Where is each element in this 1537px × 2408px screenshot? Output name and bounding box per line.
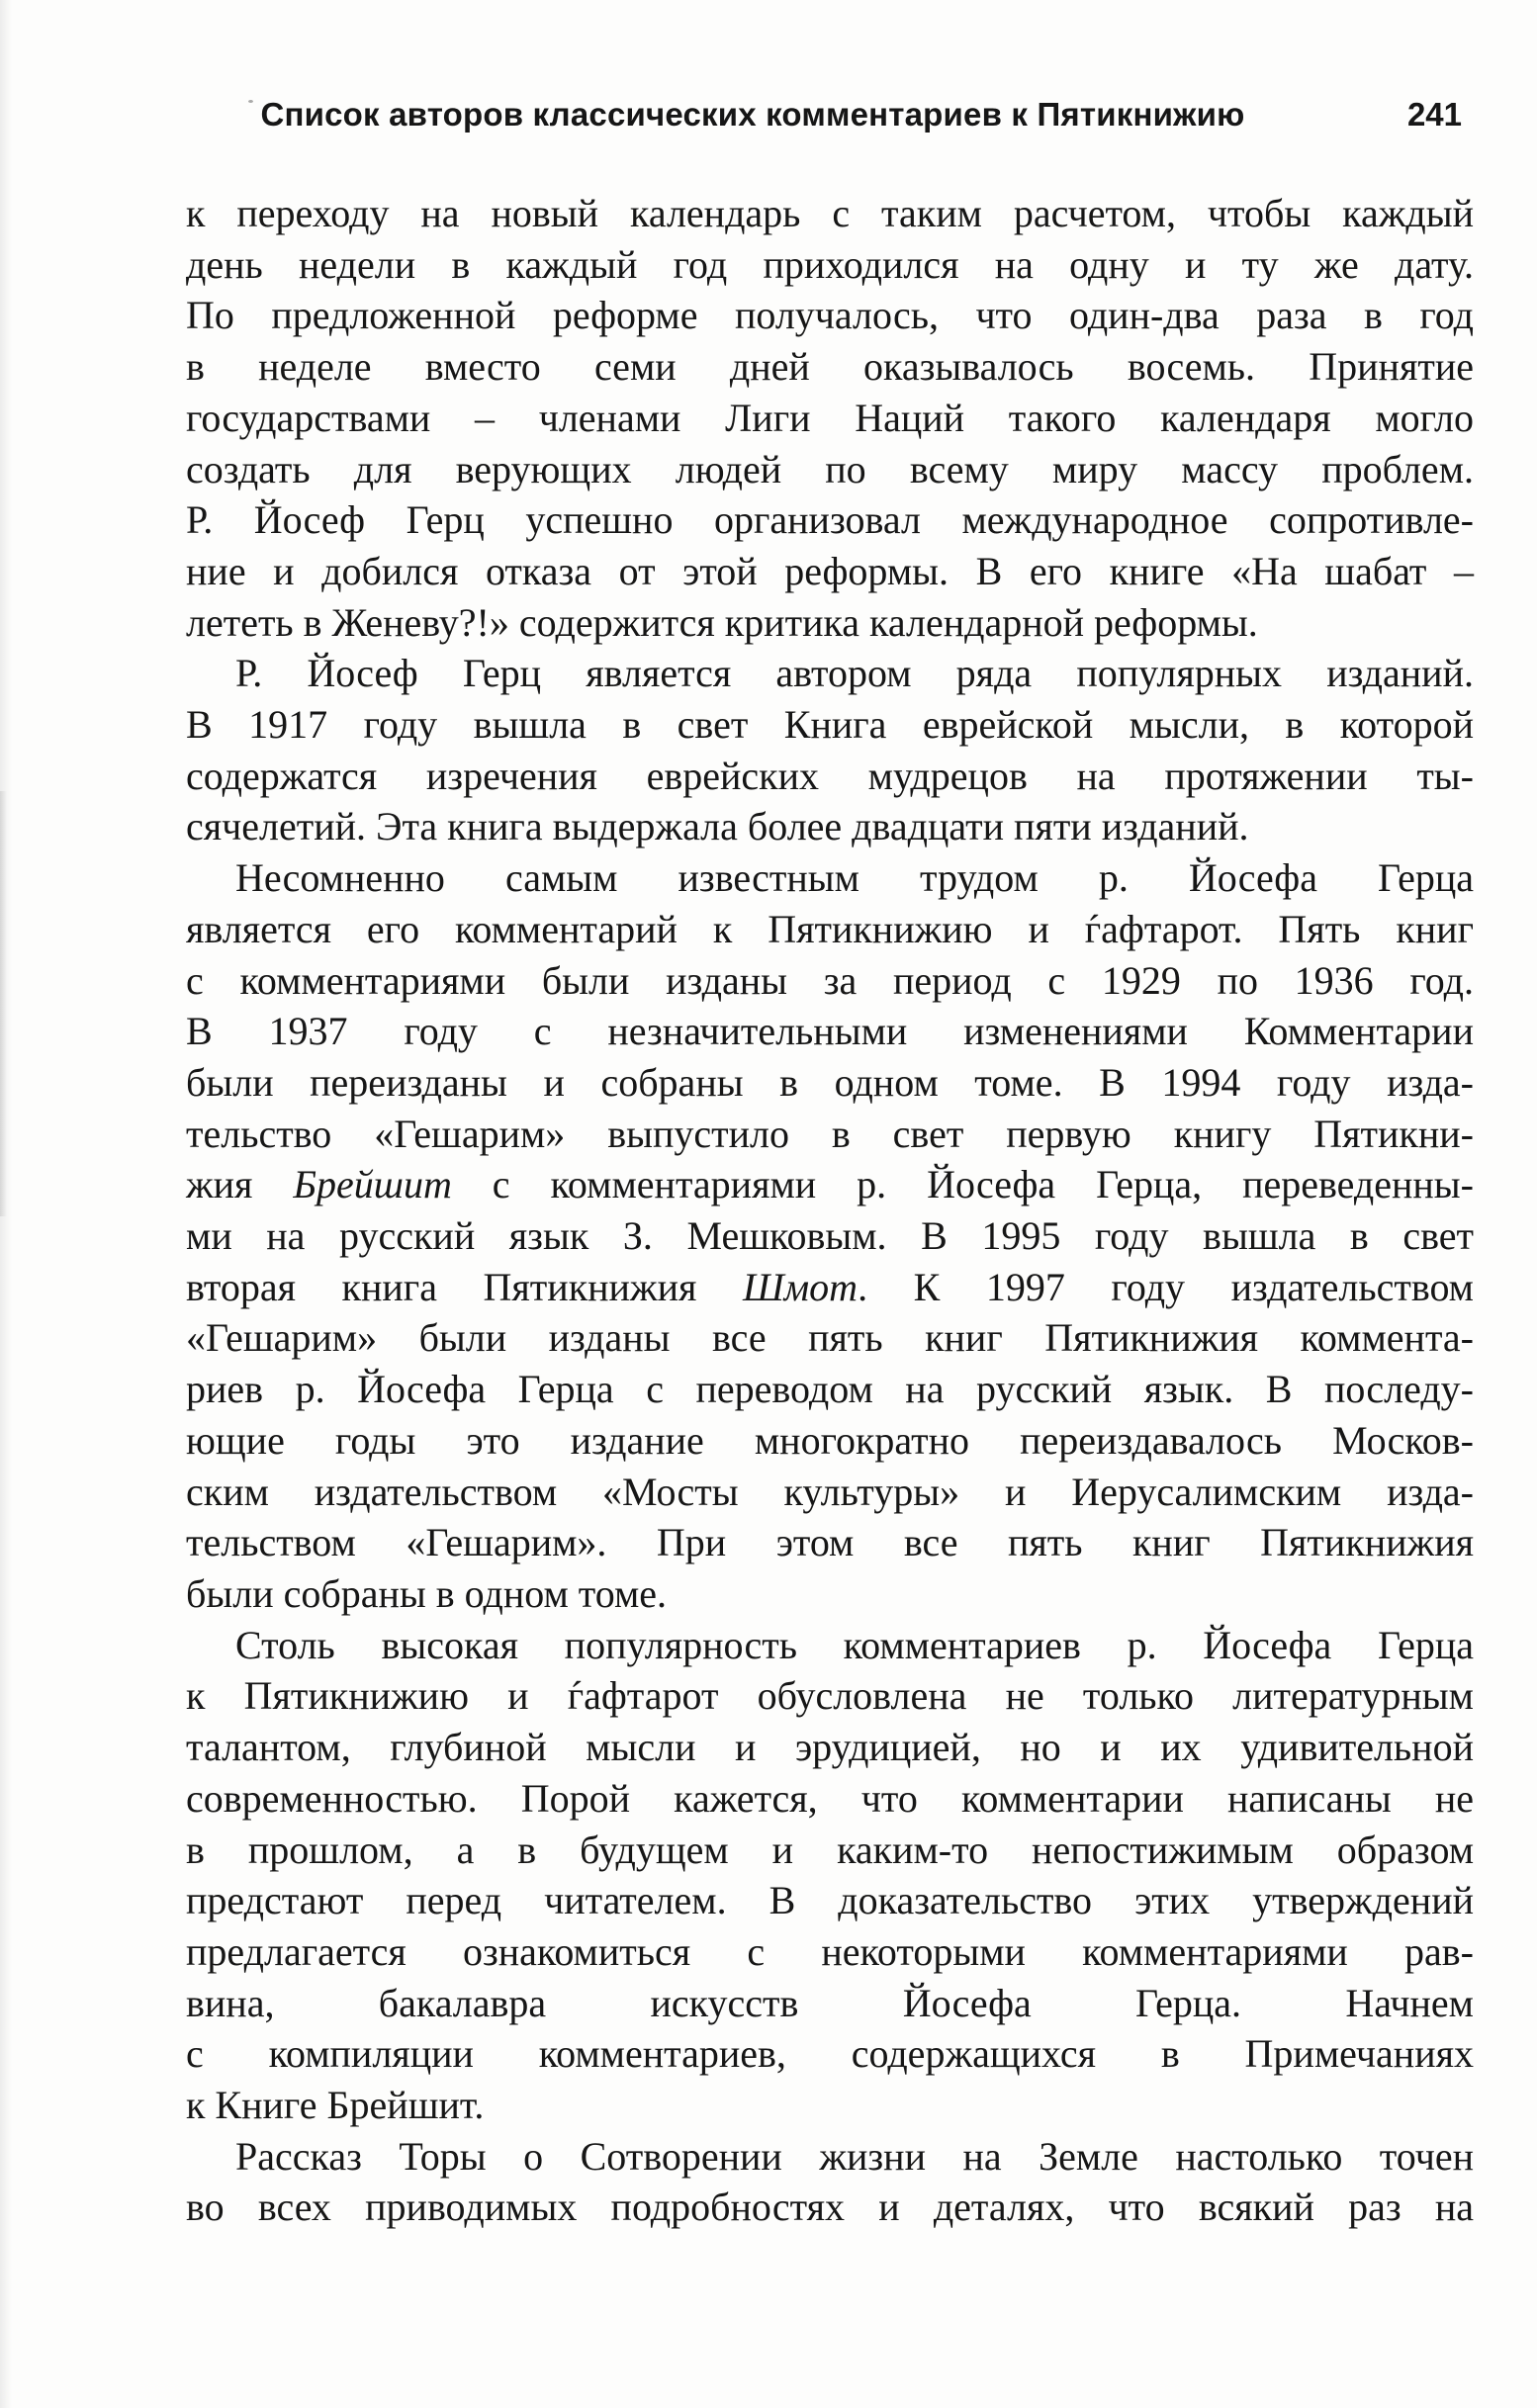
line-text: предстают перед читателем. В доказательство этих утверждений	[186, 1878, 1474, 1923]
text-line	[186, 1517, 1474, 1568]
line-text: к переходу на новый календарь с таким расчетом, чтобы каждый	[186, 191, 1474, 235]
line-text: были собраны в одном томе.	[186, 1570, 668, 1616]
line-text: к Пятикнижию и ѓафтарот обусловлена не только литературным	[186, 1673, 1474, 1719]
text-line	[186, 393, 1474, 444]
text-line	[186, 751, 1474, 802]
text-line	[186, 904, 1474, 955]
text-line	[186, 290, 1474, 341]
text-line	[186, 1109, 1474, 1160]
line-text: риев р. Йосефа Герца с переводом на русский язык. В последу-	[186, 1367, 1474, 1412]
line-text: были переизданы и собраны в одном томе. В 1994 году изда-	[186, 1059, 1474, 1105]
text-line	[186, 2080, 1474, 2131]
text-line	[186, 1159, 1474, 1210]
line-text: в прошлом, а в будущем и каким-то непостижимым образом	[186, 1827, 1474, 1872]
line-text: ским издательством «Мосты культуры» и Иерусалимским изда-	[186, 1469, 1474, 1514]
line-text: «Гешарим» были изданы все пять книг Пятикнижия коммента-	[186, 1315, 1474, 1361]
line-text: с комментариями р. Йосефа Герца, переведенны-	[451, 1162, 1474, 1207]
line-text: По предложенной реформе получалось, что один-два раза в год	[186, 293, 1474, 338]
line-text: тельство «Гешарим» выпустило в свет первую книгу Пятикни-	[186, 1111, 1474, 1156]
text-line	[186, 699, 1474, 751]
text-line	[186, 1722, 1474, 1773]
line-text: талантом, глубиной мысли и эрудицией, но и их удивительной	[186, 1725, 1474, 1770]
line-text: с компиляции комментариев, содержащихся в Примечаниях	[186, 2031, 1474, 2077]
line-text: вина, бакалавра искусств Йосефа Герца. Начнем	[186, 1980, 1474, 2025]
line-text: тельством «Гешарим». При этом все пять книг Пятикнижия	[186, 1520, 1474, 1565]
text-line	[186, 1568, 1474, 1620]
text-line	[186, 1773, 1474, 1825]
text-line	[186, 1262, 1474, 1313]
line-text: содержатся изречения еврейских мудрецов на протяжении ты-	[186, 753, 1474, 798]
body-text	[186, 188, 1474, 2233]
text-line	[186, 494, 1474, 546]
line-text: государствами – членами Лиги Наций такого календаря могло	[186, 395, 1474, 440]
text-line	[186, 2182, 1474, 2233]
line-text: В 1937 году с незначительными изменениями Комментарии	[186, 1009, 1474, 1054]
scan-edge-smudge	[0, 791, 7, 1216]
text-line	[186, 444, 1474, 495]
scan-edge-shadow	[0, 0, 12, 2408]
line-text: ние и добился отказа от этой реформы. В его книге «На шабат –	[186, 548, 1474, 593]
line-text: Р. Йосеф Герц является автором ряда популярных изданий.	[235, 651, 1474, 696]
line-text: современностью. Порой кажется, что комментарии написаны не	[186, 1775, 1474, 1821]
line-text: в неделе вместо семи дней оказывалось восемь. Принятие	[186, 344, 1474, 390]
line-text: является его комментарий к Пятикнижию и ѓафтарот. Пять книг	[186, 906, 1474, 951]
line-text: создать для верующих людей по всему миру массу проблем.	[186, 446, 1474, 491]
text-line	[186, 648, 1474, 699]
line-text: к Книге Брейшит.	[186, 2083, 485, 2128]
text-line	[186, 597, 1474, 649]
text-line	[186, 955, 1474, 1007]
line-text: Р. Йосеф Герц успешно организовал международное сопротивле-	[186, 497, 1474, 543]
text-line	[186, 1210, 1474, 1262]
line-text: Несомненно самым известным трудом р. Йосефа Герца	[235, 855, 1474, 901]
line-text: во всех приводимых подробностях и деталях, что всякий раз на	[186, 2185, 1474, 2230]
text-line	[186, 2131, 1474, 2183]
line-text: жия	[186, 1162, 294, 1207]
text-line	[186, 1006, 1474, 1057]
text-line	[186, 801, 1474, 852]
text-line	[186, 341, 1474, 393]
line-text: Столь высокая популярность комментариев р. Йосефа Герца	[235, 1622, 1474, 1667]
text-line	[186, 852, 1474, 904]
text-line	[186, 1364, 1474, 1415]
line-text: предлагается ознакомиться с некоторыми комментариями рав-	[186, 1928, 1474, 1974]
text-line	[186, 546, 1474, 597]
text-line	[186, 1467, 1474, 1518]
page-number: 241	[1406, 96, 1462, 133]
text-line	[186, 1620, 1474, 1671]
book-title-italic: Брейшит	[293, 1162, 452, 1207]
line-text: В 1917 году вышла в свет Книга еврейской мысли, в которой	[186, 702, 1474, 748]
line-text: ющие годы это издание многократно переиздавалось Москов-	[186, 1417, 1474, 1463]
line-text: Рассказ Торы о Сотворении жизни на Земле настолько точен	[235, 2133, 1474, 2179]
text-line	[186, 1978, 1474, 2029]
line-text: вторая книга Пятикнижия	[186, 1264, 743, 1309]
text-line	[186, 1312, 1474, 1364]
text-line	[186, 1670, 1474, 1722]
line-text: ми на русский язык З. Мешковым. В 1995 году вышла в свет	[186, 1213, 1474, 1259]
text-line	[186, 2028, 1474, 2080]
text-line	[186, 188, 1474, 239]
text-line	[186, 1875, 1474, 1926]
line-text: с комментариями были изданы за период с 1929 по 1936 год.	[186, 957, 1474, 1003]
running-head-title: Список авторов классических комментариев к Пятикнижию	[260, 96, 1245, 133]
text-line	[186, 1825, 1474, 1876]
line-text: лететь в Женеву?!» содержится критика календарной реформы.	[186, 599, 1258, 645]
text-line	[186, 239, 1474, 291]
book-title-italic: Шмот	[742, 1264, 859, 1309]
line-text: день недели в каждый год приходился на одну и ту же дату.	[186, 241, 1474, 287]
text-line	[186, 1057, 1474, 1109]
text-line	[186, 1926, 1474, 1978]
line-text: . К 1997 году издательством	[858, 1264, 1474, 1309]
line-text: сячелетий. Эта книга выдержала более двадцати пяти изданий.	[186, 804, 1249, 849]
text-line	[186, 1415, 1474, 1467]
